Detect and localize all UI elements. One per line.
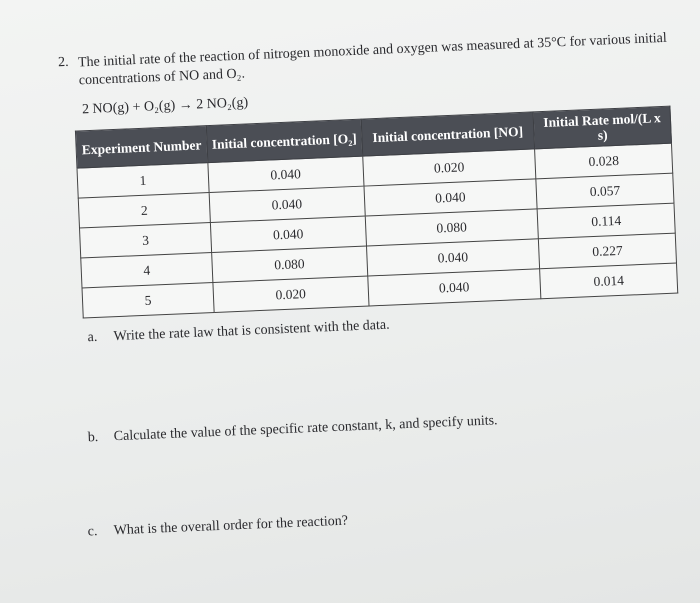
header-initial-no: Initial concentration [NO] (361, 112, 535, 156)
no-concentration-cell: 0.040 (367, 269, 541, 306)
initial-rate-cell: 0.057 (536, 173, 674, 209)
initial-rate-cell: 0.114 (537, 203, 675, 239)
initial-rate-cell: 0.014 (540, 263, 678, 299)
o2-concentration-cell: 0.040 (208, 156, 364, 192)
experiment-cell: 4 (81, 253, 213, 288)
initial-rate-cell: 0.028 (535, 143, 673, 179)
experiment-cell: 3 (79, 223, 211, 258)
part-b-prompt: Calculate the value of the specific rate constant, k, and specify units. (113, 413, 498, 445)
o2-concentration-cell: 0.040 (209, 186, 365, 222)
question-prompt: The initial rate of the reaction of nitrogen monoxide and oxygen was measured at 35°C for various initial concentrations of NO and O₂. (77, 30, 668, 89)
no-concentration-cell: 0.080 (365, 209, 539, 246)
o2-concentration-cell: 0.040 (210, 216, 366, 252)
header-experiment-number: Experiment Number (75, 126, 207, 168)
part-b (87, 413, 497, 446)
part-a-prompt: Write the rate law that is consistent with the data. (113, 317, 390, 345)
part-a (87, 318, 390, 347)
header-initial-rate: Initial Rate mol/(L x s) (533, 106, 671, 149)
experiment-cell: 5 (82, 283, 214, 318)
rate-data-table (75, 106, 678, 319)
initial-rate-cell: 0.227 (538, 233, 676, 269)
o2-concentration-cell: 0.080 (212, 246, 368, 282)
experiment-cell: 1 (77, 163, 209, 198)
no-concentration-cell: 0.040 (364, 179, 538, 216)
no-concentration-cell: 0.020 (362, 149, 536, 186)
no-concentration-cell: 0.040 (366, 239, 540, 276)
question-number: 2. (57, 54, 69, 71)
experiment-cell: 2 (78, 193, 210, 228)
header-initial-o2: Initial concentration [O₂] (206, 119, 362, 162)
part-c (87, 514, 348, 541)
part-c-letter: c. (87, 524, 98, 540)
part-b-letter: b. (87, 429, 99, 446)
question-block (40, 0, 700, 574)
part-c-prompt: What is the overall order for the reaction? (113, 513, 349, 539)
reaction-equation: 2 NO(g) + O₂(g) → 2 NO₂(g) (81, 95, 249, 118)
part-a-letter: a. (87, 329, 98, 346)
o2-concentration-cell: 0.020 (213, 276, 369, 312)
